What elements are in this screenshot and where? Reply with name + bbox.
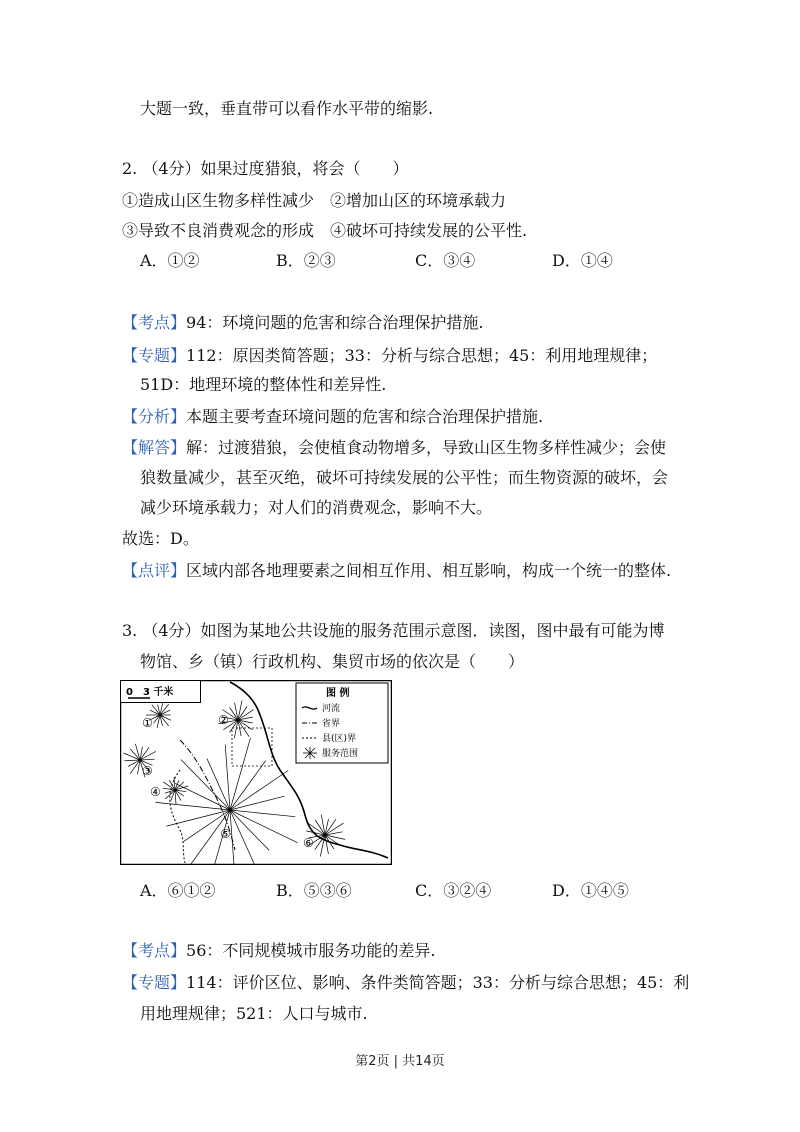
page-footer: 第2页 | 共14页 — [355, 1054, 445, 1069]
marker-5: ⑤ — [220, 827, 231, 841]
q2-option-a: A．①② — [140, 251, 200, 270]
q2-zhuanti: 【专题】112：原因类简答题；33：分析与综合思想；45：利用地理规律； — [122, 346, 658, 365]
zhuanti-text: 112：原因类简答题；33：分析与综合思想；45：利用地理规律； — [186, 346, 658, 365]
q2-dianping: 【点评】区域内部各地理要素之间相互作用、相互影响，构成一个统一的整体. — [122, 561, 672, 580]
q3-option-a: A．⑥①② — [140, 881, 216, 900]
zhuanti-text: 114：评价区位、影响、条件类简答题；33：分析与综合思想；45：利 — [186, 973, 690, 992]
q2-option-b: B．②③ — [276, 251, 336, 270]
service-range-map — [120, 680, 392, 865]
q2-option-c: C．③④ — [415, 251, 476, 270]
q3-zhuanti: 【专题】114：评价区位、影响、条件类简答题；33：分析与综合思想；45：利 — [122, 973, 690, 992]
q3-stem: 3. （4分）如图为某地公共设施的服务范围示意图．读图，图中最有可能为博 — [122, 621, 665, 640]
kaodian-text: 94：环境问题的危害和综合治理保护措施. — [186, 313, 484, 332]
marker-2: ② — [218, 713, 229, 727]
q2-jieda-line2: 狼数量减少，甚至灭绝，破坏可持续发展的公平性；而生物资源的破坏，会 — [140, 468, 669, 487]
q3-stem-cont: 物馆、乡（镇）行政机构、集贸市场的依次是（ ） — [140, 652, 525, 671]
q2-answer: 故选：D。 — [122, 529, 199, 548]
q3-kaodian: 【考点】56：不同规模城市服务功能的差异. — [122, 941, 436, 960]
legend-river: 河流 — [322, 704, 341, 714]
marker-6: ⑥ — [303, 836, 314, 850]
kaodian-text: 56：不同规模城市服务功能的差异. — [186, 941, 436, 960]
marker-1: ① — [142, 716, 153, 730]
q2-jieda-line3: 减少环境承载力；对人们的消费观念，影响不大。 — [140, 498, 493, 517]
q2-choices-line2: ③导致不良消费观念的形成 ④破坏可持续发展的公平性. — [122, 221, 528, 240]
q2-stem: 2. （4分）如果过度猎狼，将会（ ） — [122, 159, 409, 178]
legend-service: 服务范围 — [322, 749, 359, 759]
kaodian-label: 考点 — [138, 313, 171, 332]
dianping-text: 区域内部各地理要素之间相互作用、相互影响，构成一个统一的整体. — [186, 561, 672, 580]
legend-province: 省界 — [322, 719, 341, 729]
q2-choices-line1: ①造成山区生物多样性减少 ②增加山区的环境承载力 — [122, 191, 507, 210]
fenxi-label: 分析 — [138, 407, 171, 426]
zhuanti-label: 专题 — [138, 973, 171, 992]
q3-option-d: D．①④⑤ — [552, 881, 629, 900]
q2-option-d: D．①④ — [552, 251, 613, 270]
map-svg — [120, 680, 392, 865]
jieda-text: 解：过渡猎狼，会使植食动物增多，导致山区生物多样性减少；会使 — [186, 438, 667, 457]
dianping-label: 点评 — [138, 561, 171, 580]
intro-line: 大题一致，垂直带可以看作水平带的缩影. — [140, 99, 434, 118]
scale-label: 0 3 千米 — [126, 687, 174, 698]
zhuanti-label: 专题 — [138, 346, 171, 365]
q2-zhuanti-cont: 51D：地理环境的整体性和差异性. — [140, 375, 387, 394]
marker-3: ③ — [142, 764, 153, 778]
q2-jieda: 【解答】解：过渡猎狼，会使植食动物增多，导致山区生物多样性减少；会使 — [122, 438, 667, 457]
legend-county: 县(区)界 — [322, 734, 357, 744]
marker-4: ④ — [150, 785, 161, 799]
fenxi-text: 本题主要考查环境问题的危害和综合治理保护措施. — [186, 407, 544, 426]
q3-option-c: C．③②④ — [415, 881, 492, 900]
q2-kaodian: 【考点】94：环境问题的危害和综合治理保护措施. — [122, 313, 484, 332]
kaodian-label: 考点 — [138, 941, 171, 960]
q3-zhuanti-cont: 用地理规律；521：人口与城市. — [140, 1004, 368, 1023]
q2-fenxi: 【分析】本题主要考查环境问题的危害和综合治理保护措施. — [122, 407, 544, 426]
legend-title: 图 例 — [326, 688, 350, 699]
jieda-label: 解答 — [138, 438, 171, 457]
q3-option-b: B．⑤③⑥ — [276, 881, 352, 900]
